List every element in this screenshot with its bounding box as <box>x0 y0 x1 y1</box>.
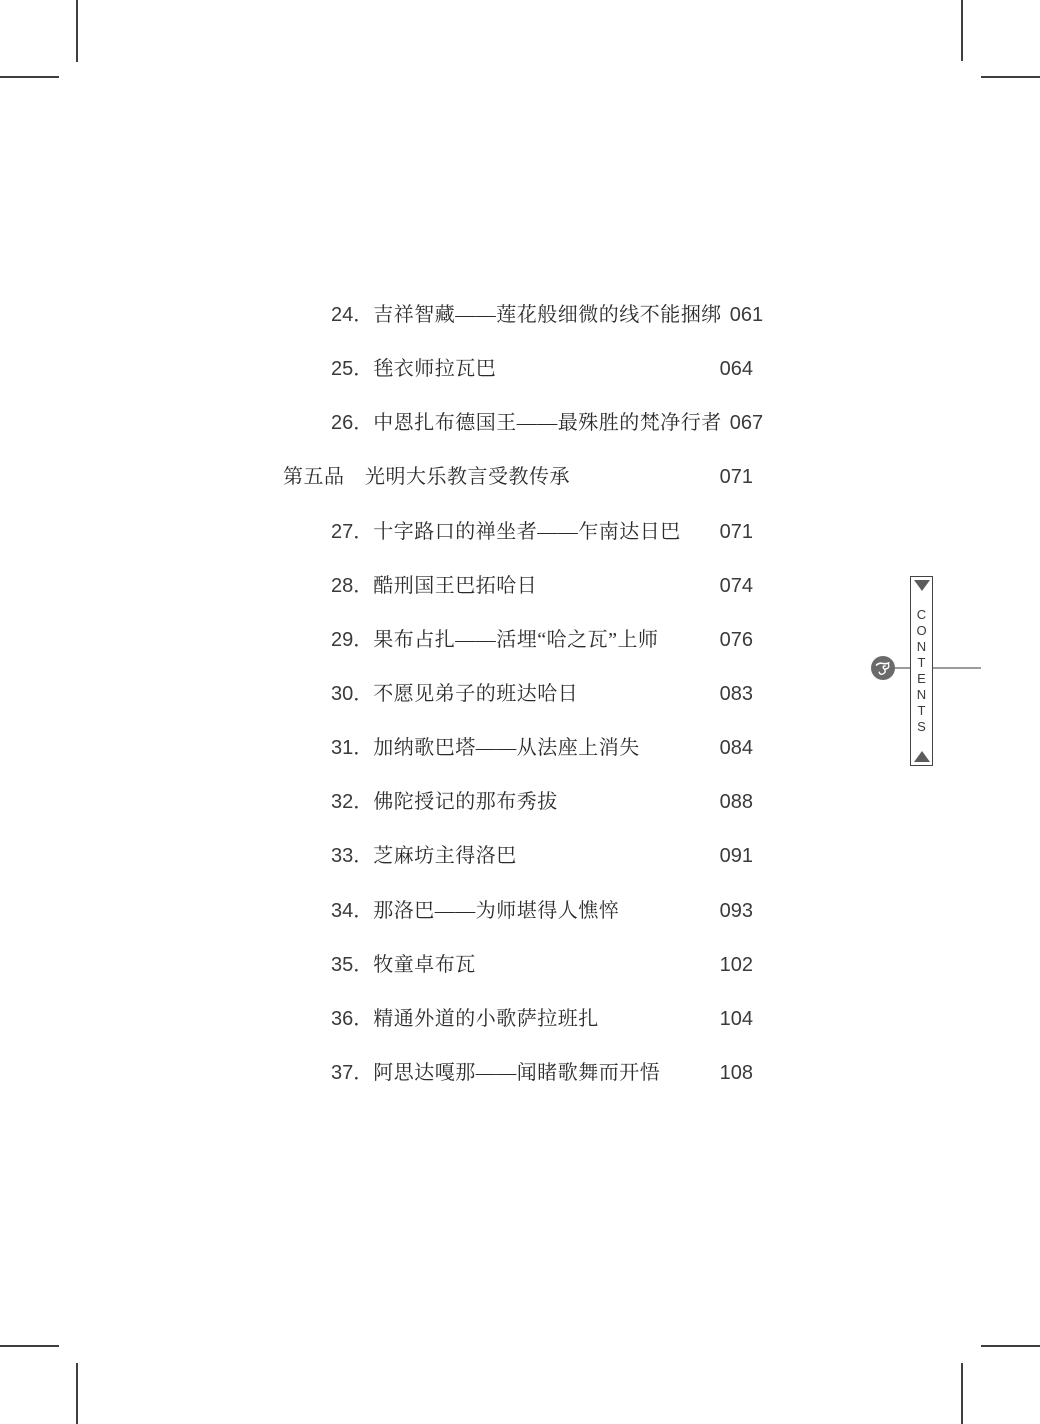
toc-entry-title: 吉祥智藏——莲花般细微的线不能捆绑 <box>373 304 722 326</box>
toc-row-text <box>331 790 558 815</box>
crop-mark-top-right-vertical <box>961 0 963 61</box>
toc-row <box>283 682 753 736</box>
toc-entry-number: 27． <box>331 520 374 543</box>
toc-row-text <box>331 574 537 599</box>
toc-entry-title: 牧童卓布瓦 <box>373 953 476 976</box>
ribbon-letter: N <box>916 639 927 654</box>
toc-entry-title: 佛陀授记的那布秀拔 <box>373 791 558 814</box>
toc-row-text <box>331 1061 660 1086</box>
toc-page-number: 093 <box>719 899 753 922</box>
toc-entry-title: 芝麻坊主得洛巴 <box>373 845 517 868</box>
toc-page-number: 091 <box>719 845 753 868</box>
toc-entry-number: 34． <box>331 899 374 922</box>
toc-entry-title: 精通外道的小歌萨拉班扎 <box>373 1007 599 1030</box>
toc-entry-number: 35． <box>331 953 374 976</box>
toc-page-number: 071 <box>719 466 753 489</box>
ribbon-letter: T <box>917 703 926 718</box>
toc-row <box>283 465 753 519</box>
toc-row <box>283 628 753 682</box>
crop-mark-bottom-right-vertical <box>961 1363 963 1424</box>
triangle-down-icon <box>914 580 930 591</box>
toc-entry-title: 中恩扎布德国王——最殊胜的梵净行者 <box>373 412 722 435</box>
toc-entry-number: 33． <box>331 845 374 868</box>
contents-vertical-label <box>916 607 926 735</box>
toc-page-number: 076 <box>719 628 753 651</box>
toc-page-number: 064 <box>719 358 753 381</box>
toc-page-number: 074 <box>719 574 753 597</box>
ribbon-letter: O <box>916 623 927 638</box>
toc-row-text <box>331 357 496 382</box>
toc-page-number: 088 <box>719 791 753 814</box>
toc-entry-title: 加纳歌巴塔——从法座上消失 <box>373 737 640 760</box>
toc-row <box>283 953 753 1007</box>
toc-row <box>283 736 753 790</box>
toc-row-text <box>331 1007 599 1032</box>
toc-entry-title: 那洛巴——为师堪得人憔悴 <box>373 899 620 922</box>
toc-row <box>283 357 753 411</box>
toc-page-number: 061 <box>729 304 764 326</box>
toc-row-text <box>331 736 640 761</box>
toc-page-number: 067 <box>729 412 764 435</box>
toc-row-text <box>331 844 517 869</box>
tibetan-letter-icon <box>875 660 891 677</box>
toc-row-text <box>283 465 570 490</box>
toc-entry-number: 25． <box>331 358 374 381</box>
crop-mark-top-right-horizontal <box>981 76 1040 78</box>
toc-page-number: 104 <box>719 1007 753 1030</box>
toc-row <box>283 303 764 357</box>
toc-page-number: 102 <box>719 953 753 976</box>
ribbon-letter: N <box>916 687 927 702</box>
crop-mark-bottom-left-horizontal <box>0 1345 59 1347</box>
crop-mark-top-left-horizontal <box>0 76 59 78</box>
toc-entry-number: 28． <box>331 574 374 597</box>
toc-page-number: 084 <box>719 737 753 760</box>
ribbon-letter: E <box>917 671 926 686</box>
toc-entry-title: 酷刑国王巴拓哈日 <box>373 574 538 597</box>
toc-row <box>283 1061 753 1115</box>
toc-row <box>283 520 753 574</box>
toc-row-text <box>331 411 722 436</box>
toc-row <box>283 1007 753 1061</box>
toc-entry-number: 29． <box>331 628 374 651</box>
toc-row-text <box>331 953 476 978</box>
toc-entry-number: 26． <box>331 412 374 435</box>
table-of-contents <box>283 303 764 1115</box>
ribbon-letter: S <box>917 719 926 734</box>
toc-entry-number: 30． <box>331 682 374 705</box>
toc-entry-title: 十字路口的禅坐者——乍南达日巴 <box>373 520 681 543</box>
toc-row <box>283 899 753 953</box>
toc-page-number: 083 <box>719 682 753 705</box>
toc-row <box>283 574 753 628</box>
toc-entry-number: 31． <box>331 737 374 760</box>
crop-mark-bottom-right-horizontal <box>981 1345 1040 1347</box>
toc-page-number: 071 <box>719 520 753 543</box>
contents-ribbon <box>910 576 933 766</box>
toc-page-number: 108 <box>719 1061 753 1084</box>
toc-row-text <box>331 520 681 545</box>
ribbon-letter: T <box>917 655 926 670</box>
toc-row-text <box>331 899 619 924</box>
toc-entry-title: 第五品 光明大乐教言受教传承 <box>283 466 570 489</box>
crop-mark-top-left-vertical <box>76 0 78 62</box>
crop-mark-bottom-left-vertical <box>76 1363 78 1424</box>
toc-entry-title: 不愿见弟子的班达哈日 <box>373 682 579 705</box>
triangle-up-icon <box>914 751 930 762</box>
toc-entry-title: 果布占扎——活埋“哈之瓦”上师 <box>373 628 659 651</box>
toc-row-text <box>331 682 578 707</box>
toc-entry-number: 37． <box>331 1061 374 1084</box>
toc-row <box>283 790 753 844</box>
toc-entry-number: 24． <box>331 304 374 326</box>
ribbon-letter: C <box>916 607 927 622</box>
toc-entry-title: 毪衣师拉瓦巴 <box>373 358 497 381</box>
toc-row <box>283 844 753 898</box>
toc-row-text <box>331 303 722 328</box>
toc-entry-number: 32． <box>331 791 374 814</box>
side-rule-line <box>893 667 981 669</box>
toc-row <box>283 411 764 465</box>
toc-entry-number: 36． <box>331 1007 374 1030</box>
toc-row-text <box>331 628 659 653</box>
toc-entry-title: 阿思达嘎那——闻睹歌舞而开悟 <box>373 1061 661 1084</box>
tibetan-seal <box>871 656 895 680</box>
